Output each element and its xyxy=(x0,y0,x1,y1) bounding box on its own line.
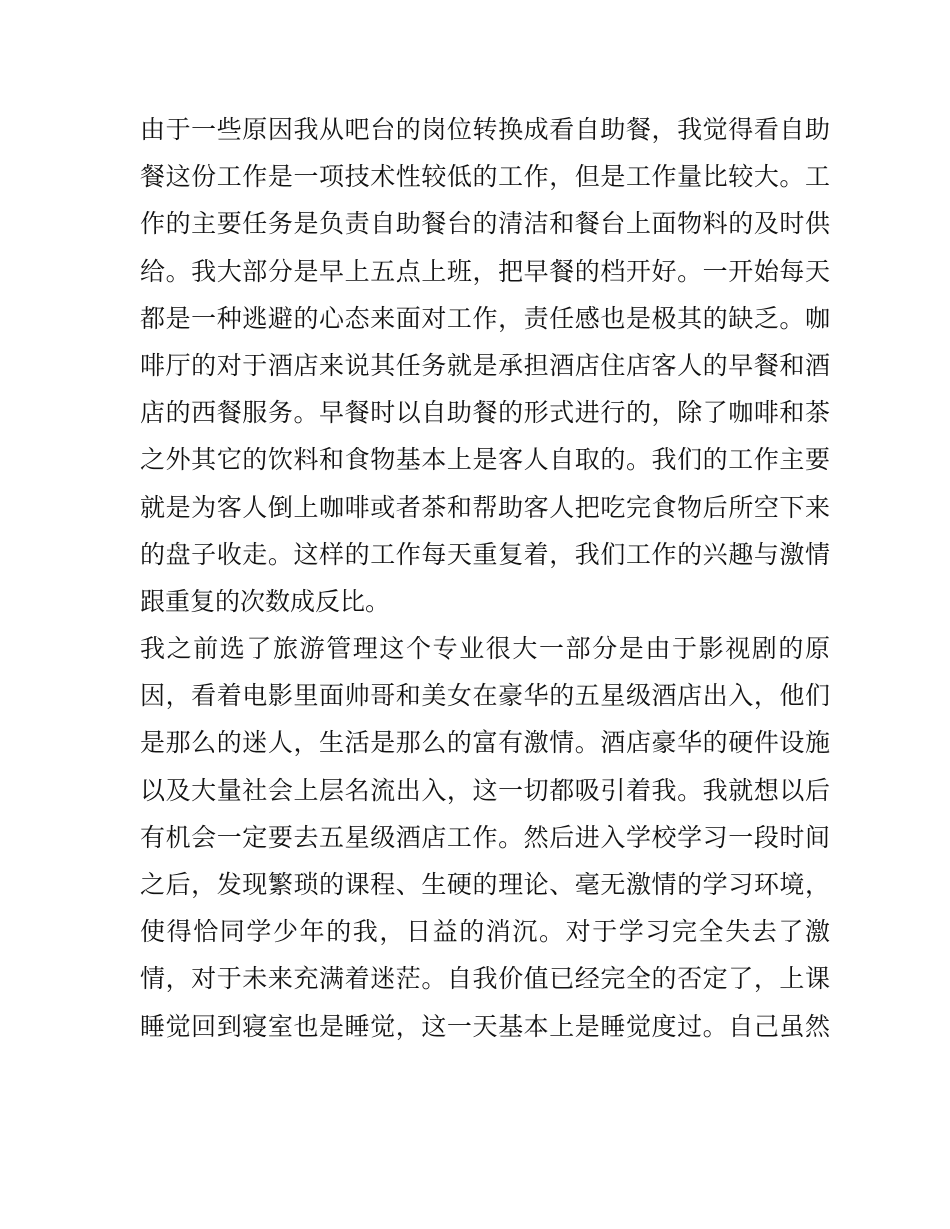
text-line: 店的西餐服务。早餐时以自助餐的形式进行的，除了咖啡和茶 xyxy=(140,398,830,428)
text-line: 啡厅的对于酒店来说其任务就是承担酒店住店客人的早餐和酒 xyxy=(140,350,830,380)
text-line: 是那么的迷人，生活是那么的富有激情。酒店豪华的硬件设施 xyxy=(140,728,830,758)
text-line: 给。我大部分是早上五点上班，把早餐的档开好。一开始每天 xyxy=(140,256,830,286)
text-line: 因，看着电影里面帅哥和美女在豪华的五星级酒店出入，他们 xyxy=(140,681,830,711)
document-body xyxy=(140,106,830,1050)
text-line: 餐这份工作是一项技术性较低的工作，但是工作量比较大。工 xyxy=(140,162,830,192)
text-line: 的盘子收走。这样的工作每天重复着，我们工作的兴趣与激情 xyxy=(140,539,830,569)
text-line: 都是一种逃避的心态来面对工作，责任感也是极其的缺乏。咖 xyxy=(140,303,830,333)
text-line: 之外其它的饮料和食物基本上是客人自取的。我们的工作主要 xyxy=(140,445,830,475)
text-line: 有机会一定要去五星级酒店工作。然后进入学校学习一段时间 xyxy=(140,822,830,852)
paragraph-2 xyxy=(140,625,830,1050)
text-line: 跟重复的次数成反比。 xyxy=(140,586,391,616)
text-line: 睡觉回到寝室也是睡觉，这一天基本上是睡觉度过。自己虽然 xyxy=(140,1011,830,1041)
text-line: 以及大量社会上层名流出入，这一切都吸引着我。我就想以后 xyxy=(140,775,830,805)
text-line: 作的主要任务是负责自助餐台的清洁和餐台上面物料的及时供 xyxy=(140,209,830,239)
paragraph-1 xyxy=(140,106,830,625)
text-line: 之后，发现繁琐的课程、生硬的理论、毫无激情的学习环境， xyxy=(140,870,830,899)
text-line: 我之前选了旅游管理这个专业很大一部分是由于影视剧的原 xyxy=(140,634,830,664)
text-line: 情，对于未来充满着迷茫。自我价值已经完全的否定了，上课 xyxy=(140,964,830,994)
text-line: 由于一些原因我从吧台的岗位转换成看自助餐，我觉得看自助 xyxy=(140,115,830,144)
text-line: 使得恰同学少年的我，日益的消沉。对于学习完全失去了激 xyxy=(140,917,830,947)
text-line: 就是为客人倒上咖啡或者茶和帮助客人把吃完食物后所空下来 xyxy=(140,492,830,522)
